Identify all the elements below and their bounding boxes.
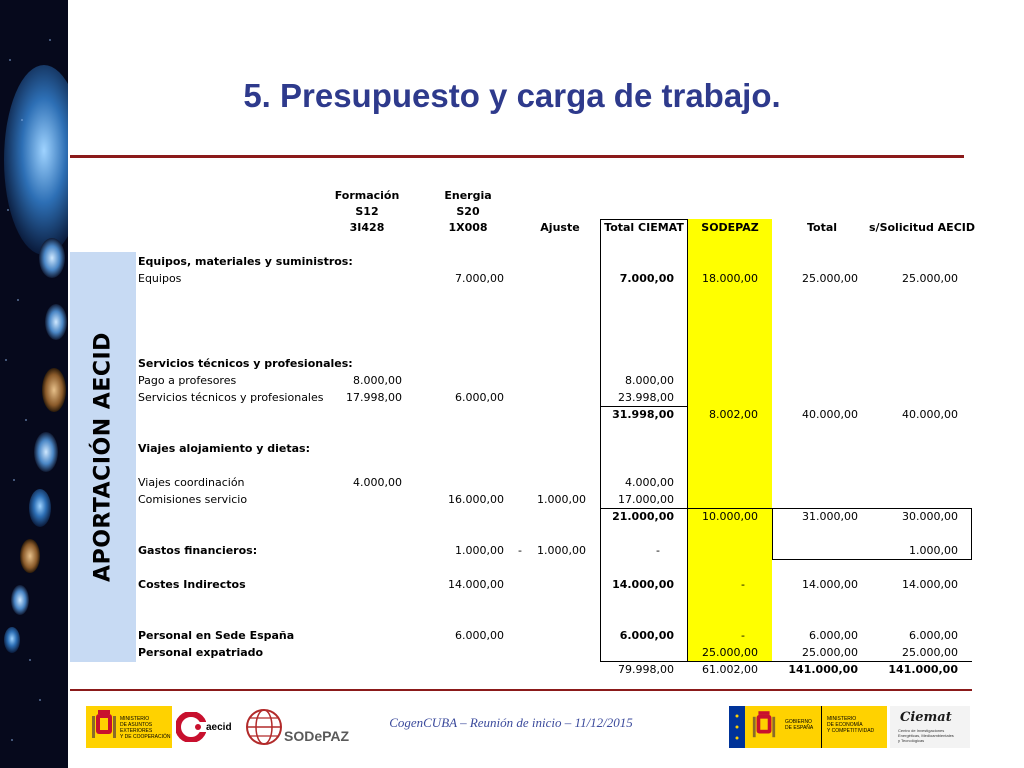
- header-total-ciemat: Total CIEMAT: [604, 221, 684, 234]
- row-label: Servicios técnicos y profesionales:: [138, 357, 353, 370]
- cell-formacion: 17.998,00: [346, 391, 402, 404]
- cell-energia: 6.000,00: [455, 629, 504, 642]
- cell-sodepaz: 8.002,00: [709, 408, 758, 421]
- cell-sodepaz: 61.002,00: [702, 663, 758, 676]
- cell-solicitud: 6.000,00: [909, 629, 958, 642]
- cell-total-ciemat: 8.000,00: [625, 374, 674, 387]
- gobierno-mineco-logo: [729, 706, 887, 748]
- logo-text: GOBIERNO: [785, 719, 812, 725]
- cell-solicitud: 14.000,00: [902, 578, 958, 591]
- row-label: Gastos financieros:: [138, 544, 258, 557]
- cell-energia: 16.000,00: [448, 493, 504, 506]
- logo-text: MINISTERIO: [827, 716, 857, 722]
- ciemat-logo-icon: Ciemat: [900, 710, 952, 725]
- logo-text: DE ESPAÑA: [785, 725, 814, 731]
- row-label: Costes Indirectos: [138, 578, 246, 591]
- aecid-logo-icon: [176, 712, 206, 742]
- cell-total: 25.000,00: [802, 646, 858, 659]
- row-label: Personal en Sede España: [138, 629, 295, 642]
- logo-text: SODePAZ: [284, 728, 350, 744]
- cell-solicitud: 30.000,00: [902, 510, 958, 523]
- cell-solicitud: 141.000,00: [888, 663, 958, 676]
- logo-text: DE ASUNTOS EXTERIORES: [120, 722, 153, 734]
- logo-text: Y DE COOPERACIÓN: [120, 734, 171, 740]
- sodepaz-globe-icon: [244, 707, 284, 747]
- cell-total-ciemat: 6.000,00: [619, 629, 674, 642]
- header-sodepaz: SODEPAZ: [701, 221, 759, 234]
- cell-total-ciemat: 23.998,00: [618, 391, 674, 404]
- cell-solicitud: 25.000,00: [902, 646, 958, 659]
- header-energia-3: 1X008: [448, 221, 488, 234]
- cell-total: 14.000,00: [802, 578, 858, 591]
- cell-sodepaz: -: [741, 629, 745, 642]
- header-total: Total: [806, 221, 838, 234]
- cell-total-ciemat: 17.000,00: [618, 493, 674, 506]
- cell-formacion: 4.000,00: [353, 476, 402, 489]
- row-label: Comisiones servicio: [138, 493, 248, 506]
- row-label: Equipos, materiales y suministros:: [138, 255, 353, 268]
- table-border: [772, 559, 972, 560]
- logo-text: Energéticas, Medioambientales: [898, 733, 954, 738]
- table-border: [600, 661, 972, 662]
- table-border: [600, 219, 601, 662]
- header-ajuste: Ajuste: [540, 221, 580, 234]
- aecid-ministry-logo: [86, 706, 172, 748]
- page-title: 5. Presupuesto y carga de trabajo.: [243, 77, 781, 114]
- cell-total: 6.000,00: [809, 629, 858, 642]
- cell-total-ciemat: 31.998,00: [612, 408, 674, 421]
- cell-energia: 14.000,00: [448, 578, 504, 591]
- table-border: [600, 406, 688, 407]
- cell-total-ciemat: 21.000,00: [612, 510, 674, 523]
- spain-coat-of-arms-icon: [751, 711, 777, 743]
- cell-solicitud: 1.000,00: [909, 544, 958, 557]
- cell-total: 40.000,00: [802, 408, 858, 421]
- eu-flag-icon: [729, 706, 745, 748]
- cell-total-ciemat: 4.000,00: [625, 476, 674, 489]
- table-border: [687, 219, 688, 662]
- aecid-logo: [172, 706, 236, 748]
- logo-text: MINISTERIO: [120, 716, 150, 722]
- logo-text: Y COMPETITIVIDAD: [827, 728, 875, 734]
- cell-formacion: 8.000,00: [353, 374, 402, 387]
- cell-total-ciemat: 7.000,00: [619, 272, 674, 285]
- sodepaz-logo: [244, 706, 354, 748]
- side-label: APORTACIÓN AECID: [90, 332, 116, 582]
- logo-text: y Tecnológicas: [898, 738, 925, 743]
- spain-coat-of-arms-icon: [90, 710, 118, 744]
- footer-caption: CogenCUBA – Reunión de inicio – 11/12/2015: [389, 715, 633, 730]
- cell-sodepaz: 18.000,00: [702, 272, 758, 285]
- cell-sodepaz: 10.000,00: [702, 510, 758, 523]
- row-label: Viajes coordinación: [138, 476, 245, 489]
- cell-energia: 6.000,00: [455, 391, 504, 404]
- row-label: Viajes alojamiento y dietas:: [138, 442, 310, 455]
- header-energia-1: Energia: [444, 189, 492, 202]
- cell-ajuste: 1.000,00: [537, 544, 586, 557]
- cell-total-ciemat: 79.998,00: [618, 663, 674, 676]
- ciemat-logo: [890, 706, 970, 748]
- row-label: Equipos: [138, 272, 182, 285]
- footer-divider: [70, 689, 972, 691]
- cell-sodepaz: 25.000,00: [702, 646, 758, 659]
- cell-total-ciemat: 14.000,00: [612, 578, 674, 591]
- header-energia-2: S20: [456, 205, 480, 218]
- title-divider: [70, 155, 964, 158]
- logo-text: Centro de Investigaciones: [898, 728, 945, 733]
- table-border: [971, 508, 972, 560]
- cell-sodepaz: -: [741, 578, 745, 591]
- cell-total-ciemat: -: [656, 544, 660, 557]
- logo-text: DE ECONOMÍA: [827, 722, 863, 728]
- cell-solicitud: 25.000,00: [902, 272, 958, 285]
- header-formacion-1: Formación: [334, 189, 400, 202]
- cell-solicitud: 40.000,00: [902, 408, 958, 421]
- table-border: [772, 508, 773, 560]
- cell-total: 141.000,00: [788, 663, 858, 676]
- cell-total: 25.000,00: [802, 272, 858, 285]
- cell-ajuste: 1.000,00: [537, 493, 586, 506]
- cell-energia: 7.000,00: [455, 272, 504, 285]
- header-formacion-2: S12: [355, 205, 379, 218]
- cell-total: 31.000,00: [802, 510, 858, 523]
- row-label: Pago a profesores: [138, 374, 237, 387]
- logo-text: aecid: [206, 722, 232, 733]
- row-label: Servicios técnicos y profesionales: [138, 391, 324, 404]
- space-collage-image: [0, 0, 68, 768]
- table-border: [600, 508, 972, 509]
- table-border: [600, 219, 688, 220]
- cell-energia: 1.000,00: [455, 544, 504, 557]
- cell-ajuste-sign: -: [518, 544, 522, 557]
- header-solicitud: s/Solicitud AECID: [869, 221, 975, 234]
- header-formacion-3: 3I428: [349, 221, 385, 234]
- row-label: Personal expatriado: [138, 646, 264, 659]
